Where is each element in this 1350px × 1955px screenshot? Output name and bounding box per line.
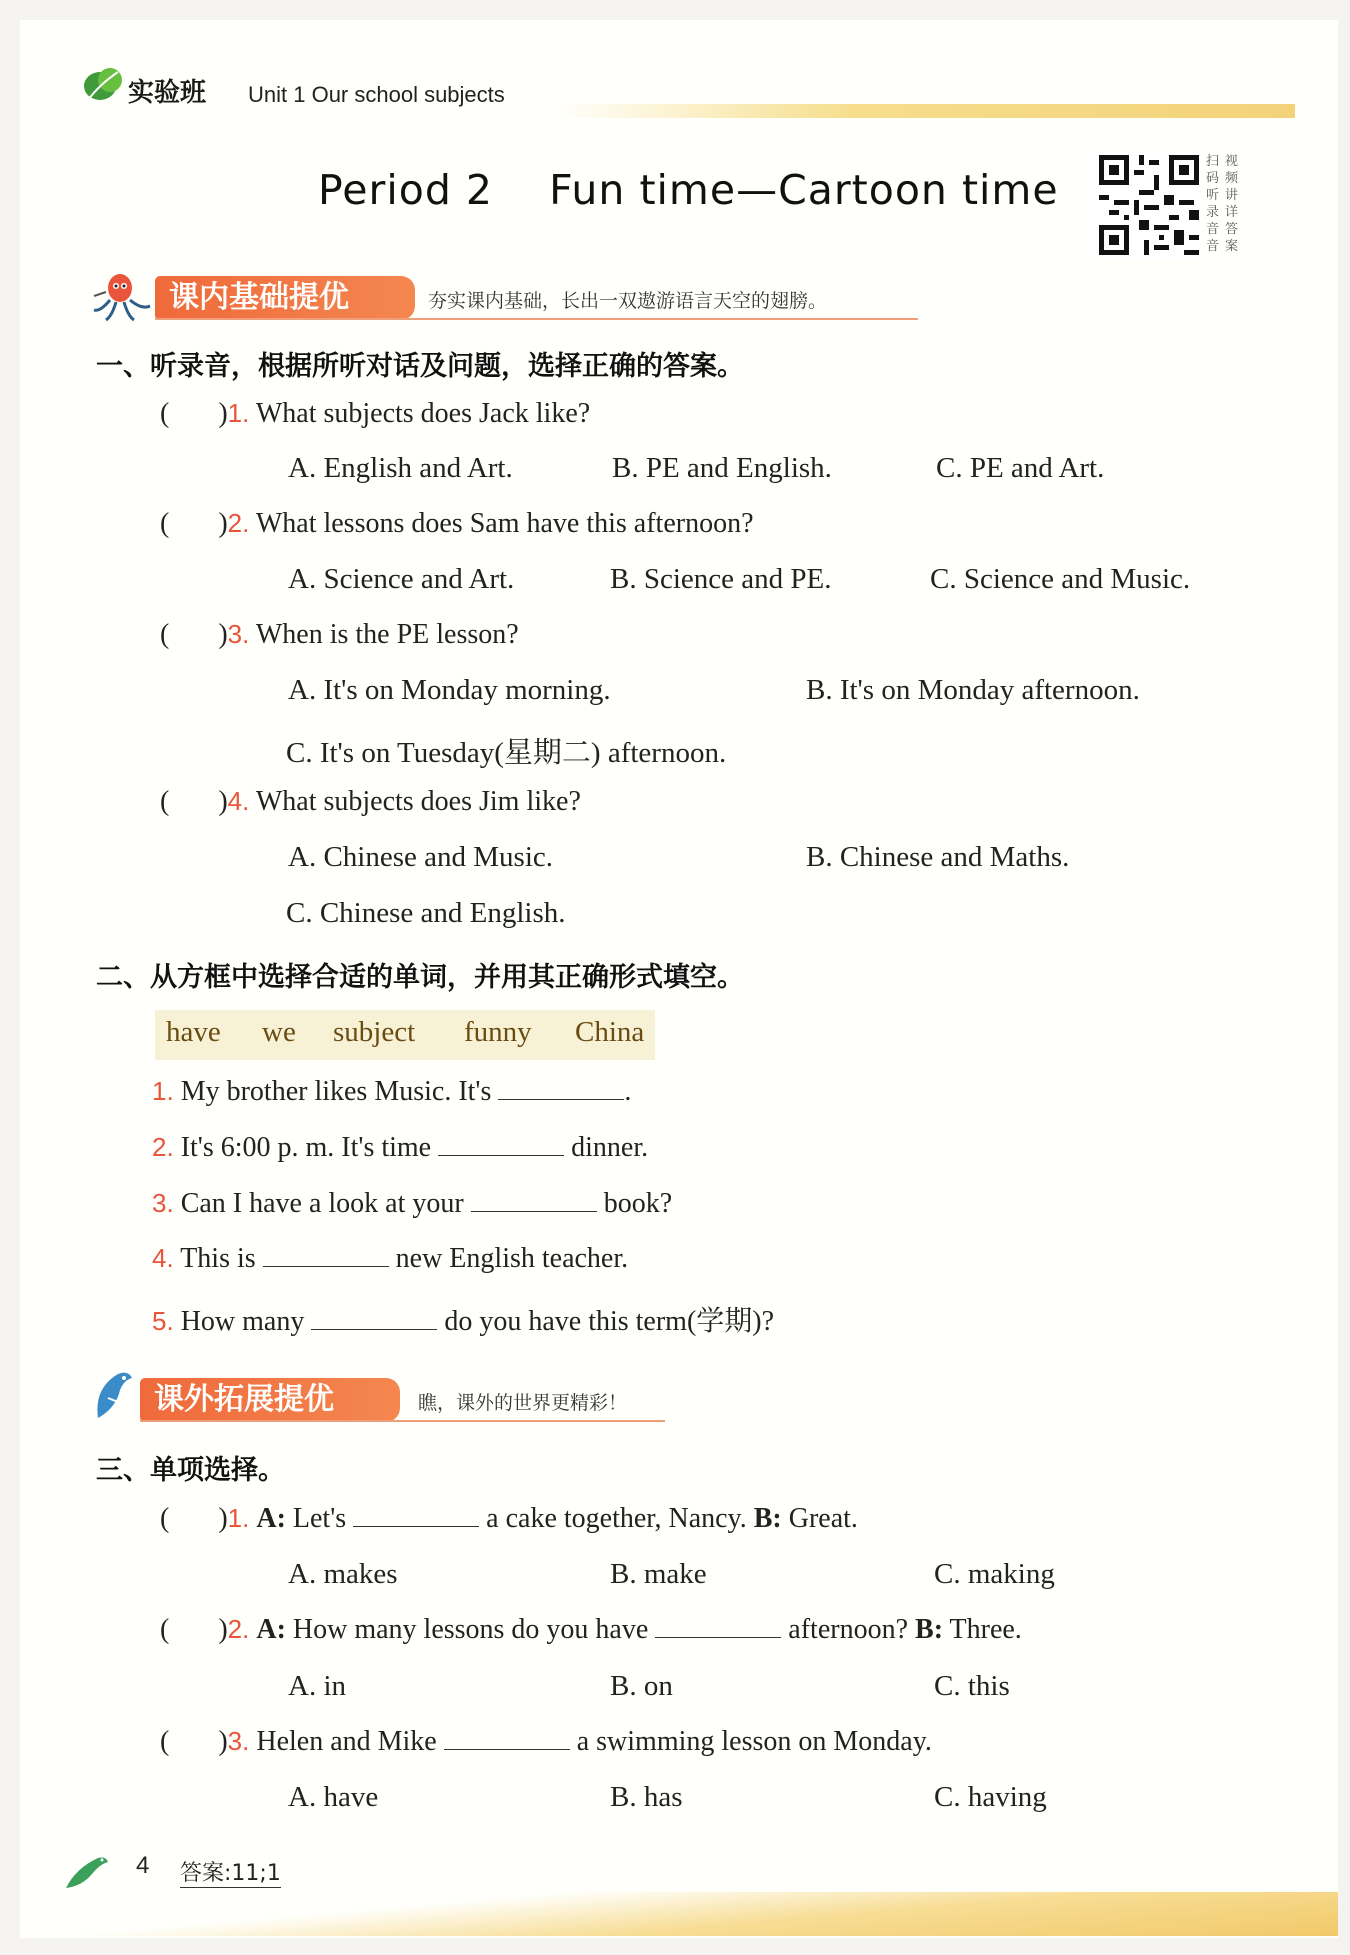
item-text: This is	[180, 1243, 256, 1274]
answer-blank[interactable]	[655, 1615, 781, 1638]
part1-title: 一、听录音，根据所听对话及问题，选择正确的答案。	[96, 351, 744, 382]
qr-label-char: 视	[1225, 154, 1239, 169]
reply-text: Three.	[949, 1614, 1022, 1645]
answer-blank[interactable]	[311, 1307, 437, 1330]
speaker-label: B:	[915, 1614, 944, 1645]
answer-paren[interactable]: ( )	[160, 786, 228, 817]
option-a[interactable]: A. have	[288, 1781, 379, 1813]
section-banner-in-class: 课内基础提优	[155, 276, 415, 320]
item-text: My brother likes Music. It's	[180, 1076, 492, 1107]
item-text: How many	[180, 1306, 305, 1337]
item-number: 2.	[152, 1132, 174, 1162]
option-b[interactable]: B. make	[610, 1558, 707, 1590]
option-b[interactable]: B. has	[610, 1781, 683, 1813]
question-text: a cake together, Nancy.	[486, 1503, 747, 1534]
section-banner-extended: 课外拓展提优	[140, 1378, 400, 1422]
item-number: 5.	[152, 1306, 174, 1336]
fill-in-item	[152, 1243, 628, 1275]
qr-label-char: 案	[1225, 239, 1239, 254]
page-number: 4	[136, 1852, 150, 1879]
part3-title: 三、单项选择。	[96, 1455, 285, 1486]
section-tagline: 瞧，课外的世界更精彩！	[418, 1392, 628, 1414]
fill-in-item	[152, 1188, 672, 1220]
answer-paren[interactable]: ( )	[160, 619, 228, 650]
item-text: dinner.	[571, 1132, 649, 1163]
question-number: 3.	[227, 1726, 250, 1756]
question-text: a swimming lesson on Monday.	[576, 1726, 932, 1757]
item-number: 4.	[152, 1243, 174, 1273]
item-number: 3.	[152, 1188, 174, 1218]
leaf-logo-icon	[80, 64, 124, 104]
question-text: What subjects does Jim like?	[255, 786, 581, 817]
answer-paren[interactable]: ( )	[160, 508, 228, 539]
item-text: .	[624, 1076, 632, 1107]
question-number: 3.	[227, 619, 250, 649]
part2-title: 二、从方框中选择合适的单词，并用其正确形式填空。	[96, 962, 744, 993]
qr-label-char: 详	[1225, 205, 1239, 220]
option-b[interactable]: B. PE and English.	[612, 452, 832, 484]
item-text: book?	[603, 1188, 673, 1219]
word-bank-item: we	[262, 1016, 296, 1048]
banner-underline	[155, 318, 918, 320]
qr-label	[1206, 153, 1244, 255]
section-tagline: 夯实课内基础，长出一双遨游语言天空的翅膀。	[428, 290, 828, 312]
answer-paren[interactable]: ( )	[160, 398, 228, 429]
banner-underline	[140, 1420, 665, 1422]
item-text: new English teacher.	[395, 1243, 629, 1274]
answer-paren[interactable]: ( )	[160, 1503, 228, 1534]
option-b[interactable]: B. Chinese and Maths.	[806, 841, 1070, 873]
brand-name: 实验班	[128, 78, 207, 108]
option-c[interactable]: C. having	[934, 1781, 1047, 1813]
option-a[interactable]: A. English and Art.	[288, 452, 513, 484]
answer-paren[interactable]: ( )	[160, 1614, 228, 1645]
answer-blank[interactable]	[438, 1133, 564, 1156]
option-c[interactable]: C. PE and Art.	[936, 452, 1105, 484]
fill-in-item	[152, 1132, 648, 1164]
question-row	[160, 786, 581, 818]
fill-in-item	[152, 1299, 774, 1339]
qr-label-char: 答	[1225, 222, 1239, 237]
option-c[interactable]: C. Chinese and English.	[286, 897, 566, 929]
option-c[interactable]: C. this	[934, 1670, 1010, 1702]
item-text: do you have this term(学期)?	[444, 1306, 775, 1337]
option-a[interactable]: A. makes	[288, 1558, 398, 1590]
question-row	[160, 619, 519, 651]
question-row	[160, 1614, 1022, 1646]
unit-title: Unit 1 Our school subjects	[248, 82, 505, 107]
question-text: When is the PE lesson?	[255, 619, 519, 650]
item-text: Can I have a look at your	[180, 1188, 464, 1219]
reply-text: Great.	[788, 1503, 858, 1534]
option-a[interactable]: A. Science and Art.	[288, 563, 515, 595]
option-a[interactable]: A. Chinese and Music.	[288, 841, 553, 873]
answer-paren[interactable]: ( )	[160, 1726, 228, 1757]
answer-reference: 答案:11;1	[180, 1856, 281, 1888]
squid-mascot-icon	[90, 268, 154, 324]
word-bank-item: have	[166, 1016, 221, 1048]
question-text: Helen and Mike	[256, 1726, 437, 1757]
option-c[interactable]: C. Science and Music.	[930, 563, 1191, 595]
qr-label-char: 讲	[1225, 188, 1239, 203]
answer-blank[interactable]	[444, 1727, 570, 1750]
qr-label-char: 听	[1206, 188, 1220, 203]
qr-label-char: 录	[1206, 205, 1220, 220]
fill-in-item	[152, 1076, 631, 1108]
qr-label-char: 扫	[1206, 154, 1220, 169]
speaker-label: A:	[256, 1614, 286, 1645]
question-number: 1.	[227, 398, 250, 428]
header-band	[560, 104, 1295, 118]
answer-blank[interactable]	[263, 1244, 389, 1267]
qr-code-icon[interactable]	[1094, 150, 1204, 260]
question-text: afternoon?	[788, 1614, 909, 1645]
question-text: What lessons does Sam have this afternoon?	[255, 508, 754, 539]
question-text: What subjects does Jack like?	[255, 398, 591, 429]
qr-label-char: 码	[1206, 171, 1220, 186]
option-c[interactable]: C. It's on Tuesday(星期二) afternoon.	[286, 737, 727, 769]
word-bank-item: funny	[464, 1016, 532, 1048]
question-text: Let's	[292, 1503, 347, 1534]
option-b[interactable]: B. on	[610, 1670, 673, 1702]
answer-blank[interactable]	[353, 1504, 479, 1527]
question-row	[160, 1726, 932, 1758]
answer-blank[interactable]	[498, 1077, 624, 1100]
word-bank-item: China	[575, 1016, 645, 1048]
question-row	[160, 508, 754, 540]
option-b[interactable]: B. It's on Monday afternoon.	[806, 674, 1140, 706]
qr-label-char: 音	[1206, 222, 1220, 237]
option-a[interactable]: A. It's on Monday morning.	[288, 674, 611, 706]
item-text: It's 6:00 p. m. It's time	[180, 1132, 432, 1163]
qr-label-char: 音	[1206, 239, 1220, 254]
speaker-label: A:	[256, 1503, 286, 1534]
question-text: How many lessons do you have	[292, 1614, 649, 1645]
question-number: 2.	[227, 1614, 250, 1644]
dolphin-mascot-icon	[88, 1368, 138, 1426]
word-bank-item: subject	[333, 1016, 416, 1048]
answer-blank[interactable]	[471, 1189, 597, 1212]
question-row	[160, 1503, 858, 1535]
option-c[interactable]: C. making	[934, 1558, 1055, 1590]
option-b[interactable]: B. Science and PE.	[610, 563, 832, 595]
question-number: 4.	[227, 786, 250, 816]
fish-mascot-icon	[62, 1848, 110, 1892]
question-row	[160, 398, 590, 430]
question-number: 1.	[227, 1503, 250, 1533]
speaker-label: B:	[753, 1503, 782, 1534]
footer-band	[20, 1892, 1338, 1936]
item-number: 1.	[152, 1076, 174, 1106]
page-title: Period 2 Fun time—Cartoon time	[318, 166, 1059, 214]
option-a[interactable]: A. in	[288, 1670, 346, 1702]
question-number: 2.	[227, 508, 250, 538]
qr-label-char: 频	[1225, 171, 1239, 186]
